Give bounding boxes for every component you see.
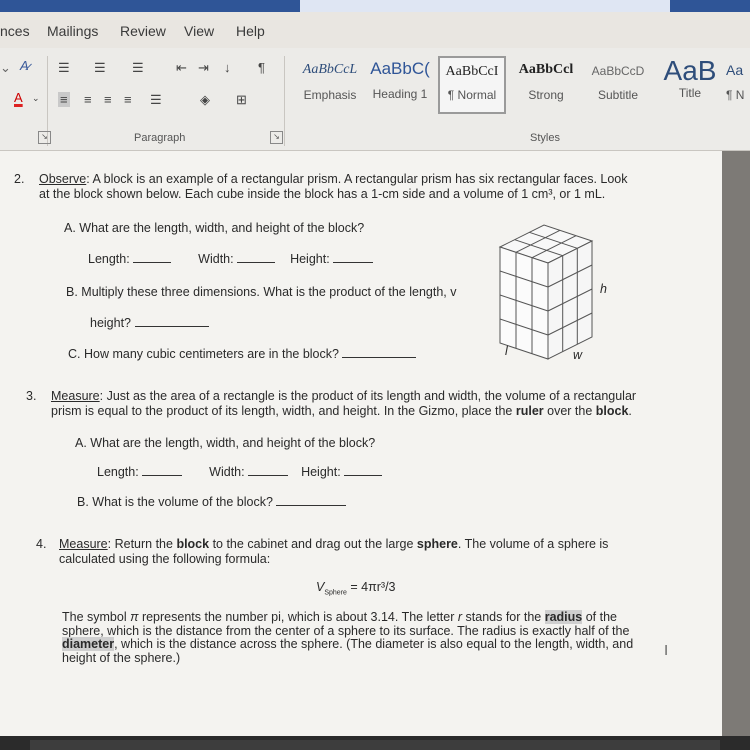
title-bar: [0, 0, 750, 12]
style-strong[interactable]: [512, 56, 580, 114]
q2-part-b: B. Multiply these three dimensions. What is the product of the length, v: [66, 285, 457, 299]
q2-line-2: at the block shown below. Each cube inside the block has a 1-cm side and a volume of 1 cm³, or 1 mL.: [39, 187, 606, 201]
ribbon-tabs: [0, 12, 750, 48]
search-box[interactable]: [300, 0, 670, 12]
q4-text: to the cabinet and drag out the large: [209, 537, 417, 551]
show-formatting-icon[interactable]: ¶: [258, 60, 265, 75]
style-name: ¶ Normal: [447, 88, 497, 102]
style-name: ¶ N: [726, 88, 745, 102]
tab-references[interactable]: nces: [0, 23, 30, 39]
tab-help[interactable]: Help: [236, 23, 265, 39]
ribbon: [0, 48, 750, 151]
length-axis-label: l: [505, 344, 508, 358]
length-blank[interactable]: [142, 464, 182, 476]
borders-icon[interactable]: ⊞: [236, 92, 247, 107]
q4-exp-line-4: height of the sphere.): [62, 650, 181, 665]
diameter-term: diameter: [62, 637, 115, 651]
align-center-icon[interactable]: ≡: [84, 92, 92, 107]
q3-part-a: A. What are the length, width, and height of the block?: [75, 436, 376, 450]
width-label: Width:: [209, 465, 245, 479]
product-blank[interactable]: [135, 315, 209, 327]
dialog-launcher-icon[interactable]: ↘: [270, 131, 283, 144]
align-right-icon[interactable]: ≡: [104, 92, 112, 107]
q4-text: : Return the: [107, 537, 177, 551]
justify-icon[interactable]: ≡: [124, 92, 132, 107]
volume-question-text: B. What is the volume of the block?: [77, 495, 273, 509]
q2-part-c: [68, 346, 416, 362]
styles-group-label: Styles: [530, 132, 560, 144]
length-label: Length:: [97, 465, 139, 479]
style-title[interactable]: [656, 56, 724, 114]
q2-dimension-blanks: [88, 251, 373, 267]
style-name: Strong: [528, 88, 564, 102]
observe-label: Observe: [39, 172, 87, 186]
q4-line-2: calculated using the following formula:: [59, 552, 271, 566]
style-emphasis[interactable]: [296, 56, 364, 114]
question-2-intro: [39, 172, 709, 202]
dropdown-arrow-icon[interactable]: ⌄: [0, 60, 11, 75]
style-subtitle[interactable]: [584, 56, 652, 114]
volume-blank[interactable]: [276, 494, 346, 506]
height-axis-label: h: [600, 282, 607, 296]
style-no-spacing[interactable]: [726, 56, 750, 114]
cubic-cm-blank[interactable]: [342, 346, 416, 358]
question-3-intro: [51, 389, 711, 419]
chevron-down-icon[interactable]: ⌄: [32, 93, 40, 103]
width-axis-label: w: [573, 348, 583, 362]
dialog-launcher-icon[interactable]: ↘: [38, 131, 51, 144]
line-spacing-icon[interactable]: ☰: [150, 92, 162, 107]
height-blank[interactable]: [344, 464, 382, 476]
clear-formatting-icon[interactable]: A̷: [20, 58, 29, 73]
ruler-term: ruler: [515, 404, 544, 418]
group-divider: [284, 56, 285, 146]
height-label: Height:: [290, 252, 330, 266]
q4-exp-text: of the: [582, 610, 617, 624]
q3-line-1: : Just as the area of a rectangle is the product of its length and width, the volume of a rectangular: [99, 389, 637, 403]
question-number: 4.: [36, 537, 47, 551]
text-cursor-icon: I: [664, 642, 669, 659]
taskbar: [0, 736, 750, 750]
tab-view[interactable]: View: [184, 23, 215, 39]
q3-line-2: prism is equal to the product of its length, width, and height. In the Gizmo, place the: [51, 404, 516, 418]
width-blank[interactable]: [237, 251, 275, 263]
c-question-text: C. How many cubic centimeters are in the block?: [68, 347, 339, 361]
shading-icon[interactable]: ◈: [200, 92, 210, 107]
question-number: 2.: [14, 172, 25, 186]
status-bar: [30, 740, 720, 750]
tab-review[interactable]: Review: [120, 23, 166, 39]
multilevel-list-icon[interactable]: ☰: [132, 60, 144, 75]
formula-subscript: Sphere: [324, 589, 347, 597]
question-4-intro: [59, 537, 679, 567]
increase-indent-icon[interactable]: ⇥: [198, 60, 209, 75]
sphere-term: sphere: [416, 537, 458, 551]
style-name: Title: [678, 86, 702, 100]
q4-explanation: [62, 611, 672, 665]
block-term: block: [176, 537, 210, 551]
measure-label: Measure: [51, 389, 100, 403]
q4-text: . The volume of a sphere is: [457, 537, 609, 551]
bullets-icon[interactable]: ☰: [58, 60, 70, 75]
measure-label: Measure: [59, 537, 108, 551]
length-blank[interactable]: [133, 251, 171, 263]
q3-period: .: [628, 404, 632, 418]
q4-exp-line-3: , which is the distance across the sphere. (The diameter is also equal to the length, width, and: [114, 637, 634, 651]
q3-dimension-blanks: [97, 464, 382, 480]
document-page[interactable]: [0, 151, 722, 736]
decrease-indent-icon[interactable]: ⇤: [176, 60, 187, 75]
q2-line-1: : A block is an example of a rectangular prism. A rectangular prism has six rectangular faces. Look: [86, 172, 628, 186]
style-sample: AaBbCcD: [591, 64, 645, 78]
style-sample: AaB: [663, 55, 717, 86]
height-blank[interactable]: [333, 251, 373, 263]
style-sample: AaBbCcL: [302, 62, 358, 77]
q3-part-b: [77, 494, 346, 510]
question-number: 3.: [26, 389, 37, 403]
style-sample: Aa: [726, 62, 744, 78]
style-normal[interactable]: [438, 56, 506, 114]
align-left-icon[interactable]: ≡: [60, 92, 68, 107]
style-heading-1[interactable]: [366, 56, 434, 114]
width-label: Width:: [198, 252, 234, 266]
pi-symbol: π: [130, 610, 139, 624]
paragraph-group-label: Paragraph: [134, 132, 186, 144]
style-name: Heading 1: [372, 87, 428, 101]
formula-v: V: [316, 580, 325, 594]
style-sample: AaBbCcl: [518, 62, 574, 77]
q4-exp-line-2: sphere, which is the distance from the center of a sphere to its surface. The radius is exactly half of the: [62, 623, 630, 638]
r-symbol: r: [457, 610, 463, 624]
q4-exp-text: represents the number pi, which is about 3.14. The letter: [138, 610, 458, 624]
numbering-icon[interactable]: ☰: [94, 60, 106, 75]
style-sample: AaBbC(: [370, 59, 430, 78]
style-name: Emphasis: [303, 88, 357, 102]
q4-exp-text: stands for the: [462, 610, 545, 624]
height-label: Height:: [301, 465, 341, 479]
q2-part-a: A. What are the length, width, and height of the block?: [64, 221, 365, 235]
block-term: block: [595, 404, 629, 418]
sphere-volume-formula: [316, 580, 396, 601]
q3-over-text: over the: [543, 404, 596, 418]
width-blank[interactable]: [248, 464, 288, 476]
formula-rest: = 4πr³/3: [346, 580, 396, 594]
style-sample: AaBbCcI: [445, 64, 499, 79]
sort-icon[interactable]: ↓: [224, 60, 231, 75]
font-color-button[interactable]: A: [14, 90, 23, 105]
radius-term: radius: [544, 610, 583, 624]
height-question-label: height?: [90, 316, 132, 330]
length-label: Length:: [88, 252, 130, 266]
style-name: Subtitle: [597, 88, 639, 102]
q2-part-b-cont: [90, 315, 209, 331]
tab-mailings[interactable]: Mailings: [47, 23, 99, 39]
q4-exp-text: The symbol: [62, 610, 131, 624]
